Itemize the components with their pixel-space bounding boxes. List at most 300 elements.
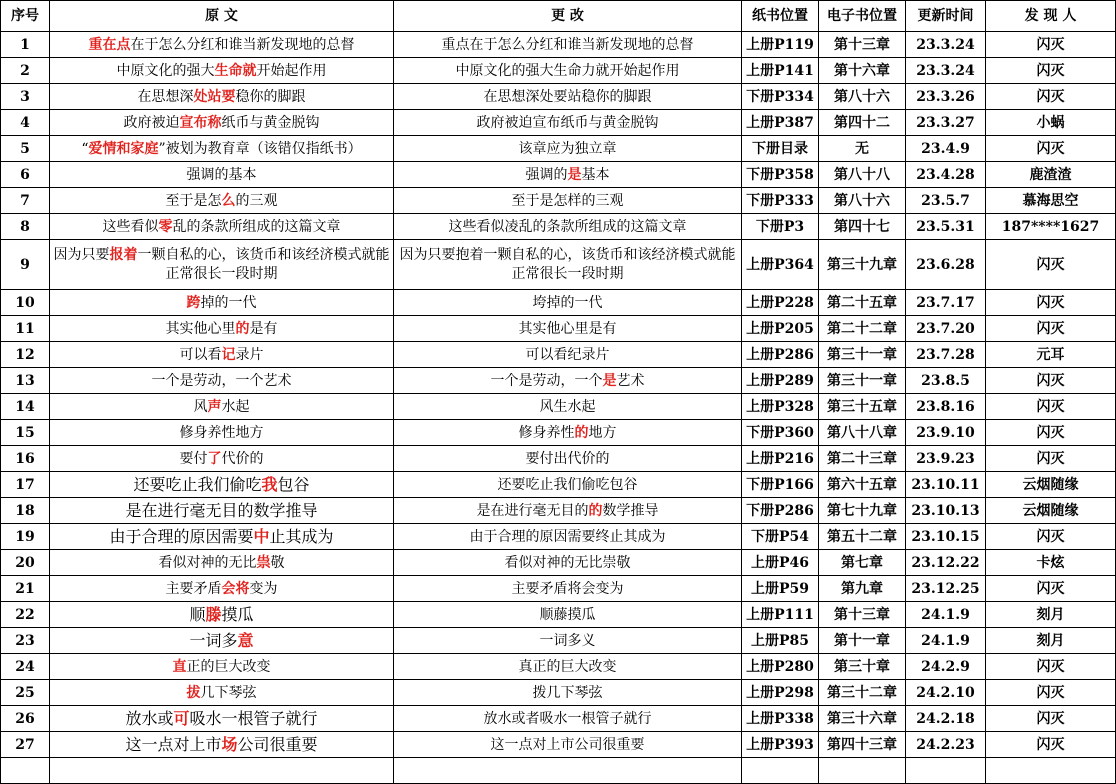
original-text: 一颗自私的心，该货币和该经济模式就能正常很长一段时期 [137, 246, 390, 282]
cell-updated[interactable]: 23.3.27 [906, 110, 986, 136]
cell-updated[interactable]: 23.10.11 [906, 472, 986, 498]
cell-updated[interactable]: 23.12.25 [906, 576, 986, 602]
corrected-text: 在思想深处要站稳你的脚跟 [483, 88, 652, 105]
cell-finder[interactable]: 闪灭 [986, 680, 1116, 706]
corrected-text: 这些看似凌乱的条款所组成的这篇文章 [448, 218, 687, 235]
original-text: 至于是怎 [165, 192, 222, 209]
cell-corrected[interactable] [394, 628, 742, 654]
cell-paper-location[interactable]: 上册P59 [742, 576, 819, 602]
header-corrected[interactable]: 更 改 [394, 1, 742, 32]
corrected-text: 顺藤摸瓜 [539, 606, 596, 623]
cell-updated[interactable]: 24.2.10 [906, 680, 986, 706]
table-row [1, 706, 1116, 732]
original-text: 录片 [235, 346, 264, 363]
cell-original[interactable] [50, 368, 394, 394]
cell-paper-location[interactable]: 下册P333 [742, 188, 819, 214]
header-index[interactable]: 序号 [1, 1, 50, 32]
cell-original[interactable] [50, 654, 394, 680]
cell-finder[interactable]: 闪灭 [986, 290, 1116, 316]
cell-ebook-location[interactable]: 第七章 [819, 550, 906, 576]
cell-index[interactable]: 25 [1, 680, 50, 706]
cell-paper-location[interactable]: 上册P228 [742, 290, 819, 316]
corrected-text: 这一点对上市公司很重要 [490, 736, 645, 753]
original-text: 代价的 [221, 450, 264, 467]
corrected-highlight: 是 [567, 166, 582, 183]
cell-paper-location[interactable]: 上册P387 [742, 110, 819, 136]
cell-index[interactable]: 18 [1, 498, 50, 524]
cell-paper-location[interactable]: 上册P364 [742, 240, 819, 290]
original-text: 正的巨大改变 [186, 658, 271, 675]
cell-finder[interactable]: 闪灭 [986, 58, 1116, 84]
original-highlight: 声 [207, 398, 222, 415]
cell-updated[interactable]: 23.9.23 [906, 446, 986, 472]
cell-index[interactable]: 12 [1, 342, 50, 368]
table-row [1, 498, 1116, 524]
empty-cell[interactable] [1, 758, 50, 784]
cell-paper-location[interactable]: 上册P298 [742, 680, 819, 706]
cell-paper-location[interactable]: 下册P3 [742, 214, 819, 240]
corrected-text: 风生水起 [539, 398, 596, 415]
original-text: 几下琴弦 [200, 684, 257, 701]
cell-finder[interactable]: 刻月 [986, 628, 1116, 654]
original-highlight: 的 [235, 320, 250, 337]
cell-corrected[interactable] [394, 732, 742, 758]
original-text: 吸水一根管子就行 [189, 708, 318, 728]
cell-updated[interactable]: 23.9.10 [906, 420, 986, 446]
corrected-text: 重点在于怎么分红和谁当新发现地的总督 [441, 36, 694, 53]
cell-index[interactable]: 23 [1, 628, 50, 654]
table-row [1, 316, 1116, 342]
original-highlight: 处站要 [193, 88, 236, 105]
cell-corrected[interactable] [394, 602, 742, 628]
cell-original[interactable] [50, 550, 394, 576]
original-text: 修身养性地方 [179, 424, 264, 441]
original-text: ”被划为教育章（该错仅指纸书） [158, 140, 362, 157]
cell-corrected[interactable] [394, 394, 742, 420]
cell-finder[interactable]: 闪灭 [986, 654, 1116, 680]
cell-corrected[interactable] [394, 136, 742, 162]
original-highlight: 爱情和家庭 [88, 140, 159, 157]
corrected-text: 可以看纪录片 [525, 346, 610, 363]
original-highlight: 生命就 [214, 62, 257, 79]
cell-updated[interactable]: 23.7.20 [906, 316, 986, 342]
cell-finder[interactable]: 闪灭 [986, 732, 1116, 758]
cell-ebook-location[interactable]: 第七十九章 [819, 498, 906, 524]
original-text: 是有 [249, 320, 278, 337]
cell-original[interactable] [50, 706, 394, 732]
cell-ebook-location[interactable]: 第二十五章 [819, 290, 906, 316]
cell-original[interactable] [50, 162, 394, 188]
cell-corrected[interactable] [394, 524, 742, 550]
original-text: 水起 [221, 398, 250, 415]
cell-corrected[interactable] [394, 240, 742, 290]
cell-original[interactable] [50, 316, 394, 342]
original-text: 开始起作用 [256, 62, 327, 79]
cell-finder[interactable]: 闪灭 [986, 240, 1116, 290]
cell-paper-location[interactable]: 下册P286 [742, 498, 819, 524]
cell-updated[interactable]: 23.3.24 [906, 58, 986, 84]
cell-original[interactable] [50, 602, 394, 628]
original-text: 掉的一代 [200, 294, 257, 311]
cell-updated[interactable]: 23.7.28 [906, 342, 986, 368]
cell-index[interactable]: 24 [1, 654, 50, 680]
cell-ebook-location[interactable]: 第六十五章 [819, 472, 906, 498]
cell-finder[interactable]: 刻月 [986, 602, 1116, 628]
cell-updated[interactable]: 23.7.17 [906, 290, 986, 316]
cell-original[interactable] [50, 524, 394, 550]
cell-index[interactable]: 21 [1, 576, 50, 602]
cell-corrected[interactable] [394, 576, 742, 602]
corrected-text: 垮掉的一代 [532, 294, 603, 311]
corrected-text: 地方 [588, 424, 617, 441]
cell-paper-location[interactable]: 上册P280 [742, 654, 819, 680]
cell-finder[interactable]: 闪灭 [986, 368, 1116, 394]
cell-original[interactable] [50, 110, 394, 136]
cell-corrected[interactable] [394, 290, 742, 316]
cell-updated[interactable]: 23.8.5 [906, 368, 986, 394]
original-text: 一个是劳动，一个艺术 [151, 372, 292, 389]
cell-paper-location[interactable]: 上册P216 [742, 446, 819, 472]
header-finder[interactable]: 发 现 人 [986, 1, 1116, 32]
header-updated[interactable]: 更新时间 [906, 1, 986, 32]
cell-index[interactable]: 26 [1, 706, 50, 732]
cell-original[interactable] [50, 188, 394, 214]
cell-paper-location[interactable]: 上册P141 [742, 58, 819, 84]
cell-corrected[interactable] [394, 188, 742, 214]
cell-ebook-location[interactable]: 第八十八 [819, 162, 906, 188]
original-text: 公司很重要 [237, 734, 318, 754]
table-row [1, 110, 1116, 136]
cell-original[interactable] [50, 136, 394, 162]
cell-original[interactable] [50, 32, 394, 58]
original-text: 敬 [270, 554, 285, 571]
cell-corrected[interactable] [394, 58, 742, 84]
original-highlight: 会将 [221, 580, 250, 597]
original-highlight: 可 [173, 708, 190, 728]
original-text: 风 [193, 398, 208, 415]
cell-index[interactable]: 7 [1, 188, 50, 214]
cell-finder[interactable]: 慕海思空 [986, 188, 1116, 214]
corrected-text: 强调的 [525, 166, 568, 183]
original-highlight: 宣布称 [179, 114, 222, 131]
corrected-text: 数学推导 [602, 502, 659, 519]
original-highlight: 我 [261, 474, 278, 494]
cell-paper-location[interactable]: 上册P119 [742, 32, 819, 58]
cell-ebook-location[interactable]: 无 [819, 136, 906, 162]
cell-updated[interactable]: 23.6.28 [906, 240, 986, 290]
cell-finder[interactable]: 闪灭 [986, 84, 1116, 110]
original-text: 乱的条款所组成的这篇文章 [172, 218, 341, 235]
empty-cell[interactable] [50, 758, 394, 784]
cell-ebook-location[interactable]: 第二十三章 [819, 446, 906, 472]
cell-corrected[interactable] [394, 706, 742, 732]
cell-finder[interactable]: 闪灭 [986, 32, 1116, 58]
corrected-text: 一个是劳动，一个 [490, 372, 603, 389]
cell-updated[interactable]: 23.8.16 [906, 394, 986, 420]
cell-index[interactable]: 15 [1, 420, 50, 446]
table-row [1, 446, 1116, 472]
cell-paper-location[interactable]: 下册P334 [742, 84, 819, 110]
cell-updated[interactable]: 24.1.9 [906, 628, 986, 654]
cell-corrected[interactable] [394, 316, 742, 342]
corrected-text: 要付出代价的 [525, 450, 610, 467]
table-row [1, 84, 1116, 110]
cell-index[interactable]: 8 [1, 214, 50, 240]
empty-cell[interactable] [819, 758, 906, 784]
cell-corrected[interactable] [394, 368, 742, 394]
table-row [1, 602, 1116, 628]
table-row [1, 420, 1116, 446]
cell-corrected[interactable] [394, 342, 742, 368]
cell-paper-location[interactable]: 上册P205 [742, 316, 819, 342]
cell-original[interactable] [50, 58, 394, 84]
cell-paper-location[interactable]: 上册P289 [742, 368, 819, 394]
cell-original[interactable] [50, 472, 394, 498]
cell-updated[interactable]: 23.5.31 [906, 214, 986, 240]
table-row [1, 394, 1116, 420]
original-text: 包谷 [277, 474, 310, 494]
empty-cell[interactable] [394, 758, 742, 784]
original-text: 放水或 [125, 708, 174, 728]
cell-ebook-location[interactable]: 第三十九章 [819, 240, 906, 290]
original-text: 其实他心里 [165, 320, 236, 337]
cell-corrected[interactable] [394, 110, 742, 136]
table-row [1, 32, 1116, 58]
header-ebook-location[interactable]: 电子书位置 [819, 1, 906, 32]
cell-index[interactable]: 11 [1, 316, 50, 342]
cell-index[interactable]: 9 [1, 240, 50, 290]
original-text: 的三观 [235, 192, 278, 209]
cell-finder[interactable]: 云烟随缘 [986, 472, 1116, 498]
cell-paper-location[interactable]: 上册P393 [742, 732, 819, 758]
cell-ebook-location[interactable]: 第三十章 [819, 654, 906, 680]
cell-corrected[interactable] [394, 680, 742, 706]
table-row [1, 368, 1116, 394]
original-text: 止其成为 [269, 526, 334, 546]
original-highlight: 跨 [186, 294, 201, 311]
table-row [1, 240, 1116, 290]
corrected-highlight: 的 [588, 502, 603, 519]
cell-paper-location[interactable]: 上册P328 [742, 394, 819, 420]
cell-ebook-location[interactable]: 第十三章 [819, 32, 906, 58]
table-row [1, 188, 1116, 214]
cell-index[interactable]: 27 [1, 732, 50, 758]
cell-corrected[interactable] [394, 420, 742, 446]
cell-index[interactable]: 16 [1, 446, 50, 472]
cell-index[interactable]: 4 [1, 110, 50, 136]
corrected-text: 其实他心里是有 [518, 320, 617, 337]
cell-index[interactable]: 1 [1, 32, 50, 58]
cell-finder[interactable]: 闪灭 [986, 524, 1116, 550]
cell-index[interactable]: 14 [1, 394, 50, 420]
cell-original[interactable] [50, 732, 394, 758]
cell-index[interactable]: 5 [1, 136, 50, 162]
original-highlight: 中 [253, 526, 270, 546]
header-paper-location[interactable]: 纸书位置 [742, 1, 819, 32]
cell-finder[interactable]: 元耳 [986, 342, 1116, 368]
table-row [1, 732, 1116, 758]
original-highlight: 意 [237, 630, 254, 650]
cell-updated[interactable]: 23.5.7 [906, 188, 986, 214]
cell-index[interactable]: 13 [1, 368, 50, 394]
cell-corrected[interactable] [394, 472, 742, 498]
cell-finder[interactable]: 闪灭 [986, 394, 1116, 420]
cell-original[interactable] [50, 680, 394, 706]
cell-ebook-location[interactable]: 第四十三章 [819, 732, 906, 758]
cell-ebook-location[interactable]: 第五十二章 [819, 524, 906, 550]
cell-updated[interactable]: 23.4.9 [906, 136, 986, 162]
cell-index[interactable]: 20 [1, 550, 50, 576]
cell-original[interactable] [50, 446, 394, 472]
cell-ebook-location[interactable]: 第三十五章 [819, 394, 906, 420]
cell-index[interactable]: 17 [1, 472, 50, 498]
cell-finder[interactable]: 闪灭 [986, 136, 1116, 162]
cell-finder[interactable]: 闪灭 [986, 706, 1116, 732]
cell-updated[interactable]: 23.3.26 [906, 84, 986, 110]
table-row [1, 550, 1116, 576]
original-text: 顺 [189, 604, 206, 624]
cell-paper-location[interactable]: 上册P338 [742, 706, 819, 732]
cell-original[interactable] [50, 394, 394, 420]
cell-updated[interactable]: 23.4.28 [906, 162, 986, 188]
cell-original[interactable] [50, 342, 394, 368]
corrected-text: 拨几下琴弦 [532, 684, 603, 701]
table-row [1, 472, 1116, 498]
cell-finder[interactable]: 187****1627 [986, 214, 1116, 240]
cell-corrected[interactable] [394, 498, 742, 524]
original-highlight: 祟 [256, 554, 271, 571]
cell-ebook-location[interactable]: 第十三章 [819, 602, 906, 628]
table-row [1, 58, 1116, 84]
cell-finder[interactable]: 闪灭 [986, 420, 1116, 446]
cell-finder[interactable]: 小蜗 [986, 110, 1116, 136]
original-highlight: 么 [221, 192, 236, 209]
cell-original[interactable] [50, 628, 394, 654]
header-row [1, 1, 1116, 32]
cell-corrected[interactable] [394, 84, 742, 110]
cell-ebook-location[interactable]: 第二十二章 [819, 316, 906, 342]
original-text: 在于怎么分红和谁当新发现地的总督 [130, 36, 355, 53]
table-row [1, 628, 1116, 654]
cell-index[interactable]: 22 [1, 602, 50, 628]
cell-original[interactable] [50, 290, 394, 316]
cell-ebook-location[interactable]: 第八十六 [819, 188, 906, 214]
cell-updated[interactable]: 24.2.18 [906, 706, 986, 732]
cell-paper-location[interactable]: 下册P54 [742, 524, 819, 550]
original-text: 强调的基本 [186, 166, 257, 183]
empty-cell[interactable] [742, 758, 819, 784]
cell-paper-location[interactable]: 下册P166 [742, 472, 819, 498]
cell-ebook-location[interactable]: 第八十六 [819, 84, 906, 110]
cell-paper-location[interactable]: 上册P111 [742, 602, 819, 628]
cell-finder[interactable]: 闪灭 [986, 316, 1116, 342]
cell-original[interactable] [50, 576, 394, 602]
cell-corrected[interactable] [394, 32, 742, 58]
cell-ebook-location[interactable]: 第四十七 [819, 214, 906, 240]
original-text: 变为 [249, 580, 278, 597]
original-highlight: 报着 [109, 246, 138, 263]
cell-index[interactable]: 3 [1, 84, 50, 110]
original-text: 看似对神的无比 [158, 554, 257, 571]
cell-original[interactable] [50, 498, 394, 524]
cell-corrected[interactable] [394, 446, 742, 472]
cell-ebook-location[interactable]: 第八十八章 [819, 420, 906, 446]
cell-corrected[interactable] [394, 550, 742, 576]
cell-original[interactable] [50, 84, 394, 110]
cell-original[interactable] [50, 240, 394, 290]
table-row [1, 162, 1116, 188]
cell-paper-location[interactable]: 上册P85 [742, 628, 819, 654]
cell-index[interactable]: 19 [1, 524, 50, 550]
cell-updated[interactable]: 24.2.23 [906, 732, 986, 758]
cell-paper-location[interactable]: 上册P286 [742, 342, 819, 368]
table-row [1, 342, 1116, 368]
cell-ebook-location[interactable]: 第九章 [819, 576, 906, 602]
original-text: 要付 [179, 450, 208, 467]
empty-cell[interactable] [986, 758, 1116, 784]
corrected-highlight: 的 [574, 424, 589, 441]
cell-updated[interactable]: 23.12.22 [906, 550, 986, 576]
cell-ebook-location[interactable]: 第三十一章 [819, 368, 906, 394]
cell-ebook-location[interactable]: 第三十六章 [819, 706, 906, 732]
cell-finder[interactable]: 鹿渣渣 [986, 162, 1116, 188]
cell-updated[interactable]: 24.1.9 [906, 602, 986, 628]
cell-updated[interactable]: 23.3.24 [906, 32, 986, 58]
table-row [1, 136, 1116, 162]
cell-finder[interactable]: 卡炫 [986, 550, 1116, 576]
corrected-text: 该章应为独立章 [518, 140, 617, 157]
original-text: 主要矛盾 [165, 580, 222, 597]
cell-ebook-location[interactable]: 第十六章 [819, 58, 906, 84]
cell-corrected[interactable] [394, 162, 742, 188]
cell-updated[interactable]: 23.10.15 [906, 524, 986, 550]
corrected-text: 至于是怎样的三观 [511, 192, 624, 209]
cell-ebook-location[interactable]: 第十一章 [819, 628, 906, 654]
cell-paper-location[interactable]: 上册P46 [742, 550, 819, 576]
cell-finder[interactable]: 闪灭 [986, 446, 1116, 472]
original-text: 这一点对上市 [125, 734, 222, 754]
cell-finder[interactable]: 闪灭 [986, 576, 1116, 602]
cell-updated[interactable]: 23.10.13 [906, 498, 986, 524]
cell-ebook-location[interactable]: 第三十二章 [819, 680, 906, 706]
original-text: 可以看 [179, 346, 222, 363]
cell-original[interactable] [50, 420, 394, 446]
cell-original[interactable] [50, 214, 394, 240]
table-row [1, 680, 1116, 706]
cell-finder[interactable]: 云烟随缘 [986, 498, 1116, 524]
cell-index[interactable]: 6 [1, 162, 50, 188]
cell-index[interactable]: 2 [1, 58, 50, 84]
corrected-text: 一词多义 [539, 632, 596, 649]
original-highlight: 重在点 [88, 36, 131, 53]
empty-cell[interactable] [906, 758, 986, 784]
original-text: 在思想深 [137, 88, 194, 105]
cell-paper-location[interactable]: 下册目录 [742, 136, 819, 162]
table-row [1, 290, 1116, 316]
cell-ebook-location[interactable]: 第三十一章 [819, 342, 906, 368]
cell-index[interactable]: 10 [1, 290, 50, 316]
cell-corrected[interactable] [394, 654, 742, 680]
original-text: 还要吃止我们偷吃 [133, 474, 262, 494]
cell-paper-location[interactable]: 下册P360 [742, 420, 819, 446]
cell-ebook-location[interactable]: 第四十二 [819, 110, 906, 136]
header-original[interactable]: 原 文 [50, 1, 394, 32]
cell-paper-location[interactable]: 下册P358 [742, 162, 819, 188]
table-row [1, 524, 1116, 550]
cell-corrected[interactable] [394, 214, 742, 240]
original-highlight: 拔 [186, 684, 201, 701]
cell-updated[interactable]: 24.2.9 [906, 654, 986, 680]
